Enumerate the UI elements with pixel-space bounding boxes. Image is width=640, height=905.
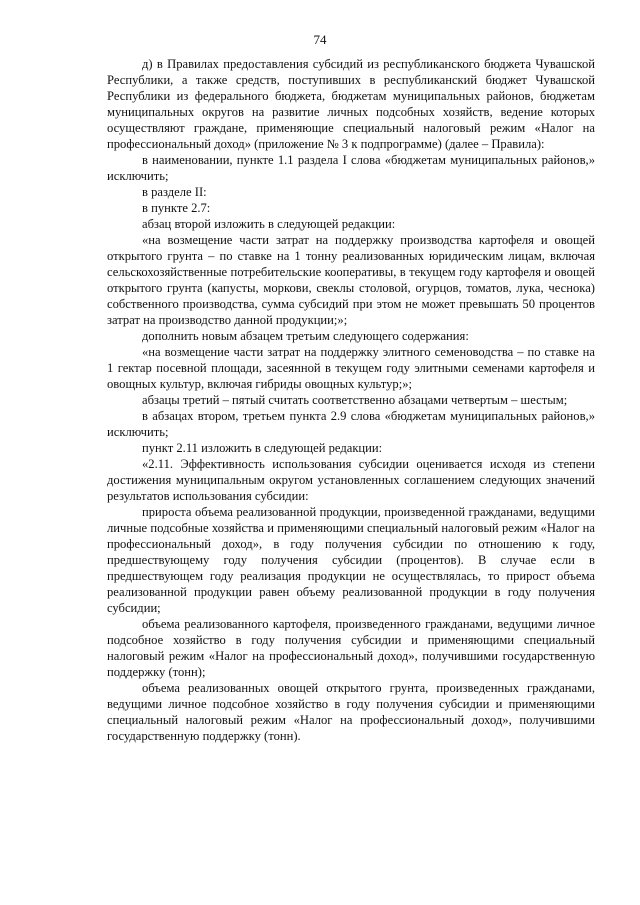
- paragraph: объема реализованного картофеля, произведенного гражданами, ведущими личное подсобное хозяйство в году получения субсидии и применяющими специальный налоговый режим «Налог на профессиональный доход», получившими государственную поддержку (тонн);: [107, 617, 595, 679]
- document-body: [107, 56, 595, 744]
- paragraph: в абзацах втором, третьем пункта 2.9 слова «бюджетам муниципальных районов,» исключить;: [107, 409, 595, 439]
- paragraph: «на возмещение части затрат на поддержку производства картофеля и овощей открытого грунта – по ставке на 1 тонну реализованных юридическим лицам, включая сельскохозяйственные потребительские кооперативы, в текущем году картофеля и овощей открытого грунта (капусты, моркови, свеклы столовой, огурцов, томатов, лука, чеснока) собственного производства, сумма субсидий при этом не может превышать 50 процентов затрат на производство данной продукции;»;: [107, 233, 595, 327]
- paragraph: пункт 2.11 изложить в следующей редакции:: [142, 441, 383, 455]
- paragraph: абзац второй изложить в следующей редакции:: [142, 217, 396, 231]
- paragraph: в пункте 2.7:: [142, 201, 211, 215]
- paragraph: в разделе II:: [142, 185, 207, 199]
- paragraph: «на возмещение части затрат на поддержку элитного семеноводства – по ставке на 1 гектар посевной площади, засеянной в текущем году элитными семенами картофеля и овощных культур, включая гибриды овощных культур;»;: [107, 345, 595, 391]
- paragraph: в наименовании, пункте 1.1 раздела I слова «бюджетам муниципальных районов,» исключить;: [107, 153, 595, 183]
- page-number: 74: [313, 32, 327, 47]
- paragraph: д) в Правилах предоставления субсидий из республиканского бюджета Чувашской Республики, а также средств, поступивших в республиканский бюджет Чувашской Республики из федерального бюджета, бюджетам муниципальных районов, бюджетам муниципальных округов на развитие личных подсобных хозяйств, ведение которых осуществляют граждане, применяющие специальный налоговый режим «Налог на профессиональный доход» (приложение № 3 к подпрограмме) (далее – Правила):: [107, 57, 595, 151]
- paragraph: объема реализованных овощей открытого грунта, произведенных гражданами, ведущими личное подсобное хозяйство в году получения субсидии и применяющими специальный налоговый режим «Налог на профессиональный доход», получившими государственную поддержку (тонн).: [107, 681, 595, 743]
- paragraph: прироста объема реализованной продукции, произведенной гражданами, ведущими личные подсобные хозяйства и применяющими специальный налоговый режим «Налог на профессиональный доход», в году получения субсидии по отношению к году, предшествующему году получения субсидии (процентов). В случае если в предшествующем году реализация продукции не осуществлялась, то прирост объема реализованной продукции равен объему реализованной продукции в году получения субсидии;: [107, 505, 595, 615]
- paragraph: «2.11. Эффективность использования субсидии оценивается исходя из степени достижения муниципальным округом установленных соглашением следующих значений результатов использования субсидии:: [107, 457, 595, 503]
- paragraph: дополнить новым абзацем третьим следующего содержания:: [142, 329, 469, 343]
- paragraph: абзацы третий – пятый считать соответственно абзацами четвертым – шестым;: [142, 393, 568, 407]
